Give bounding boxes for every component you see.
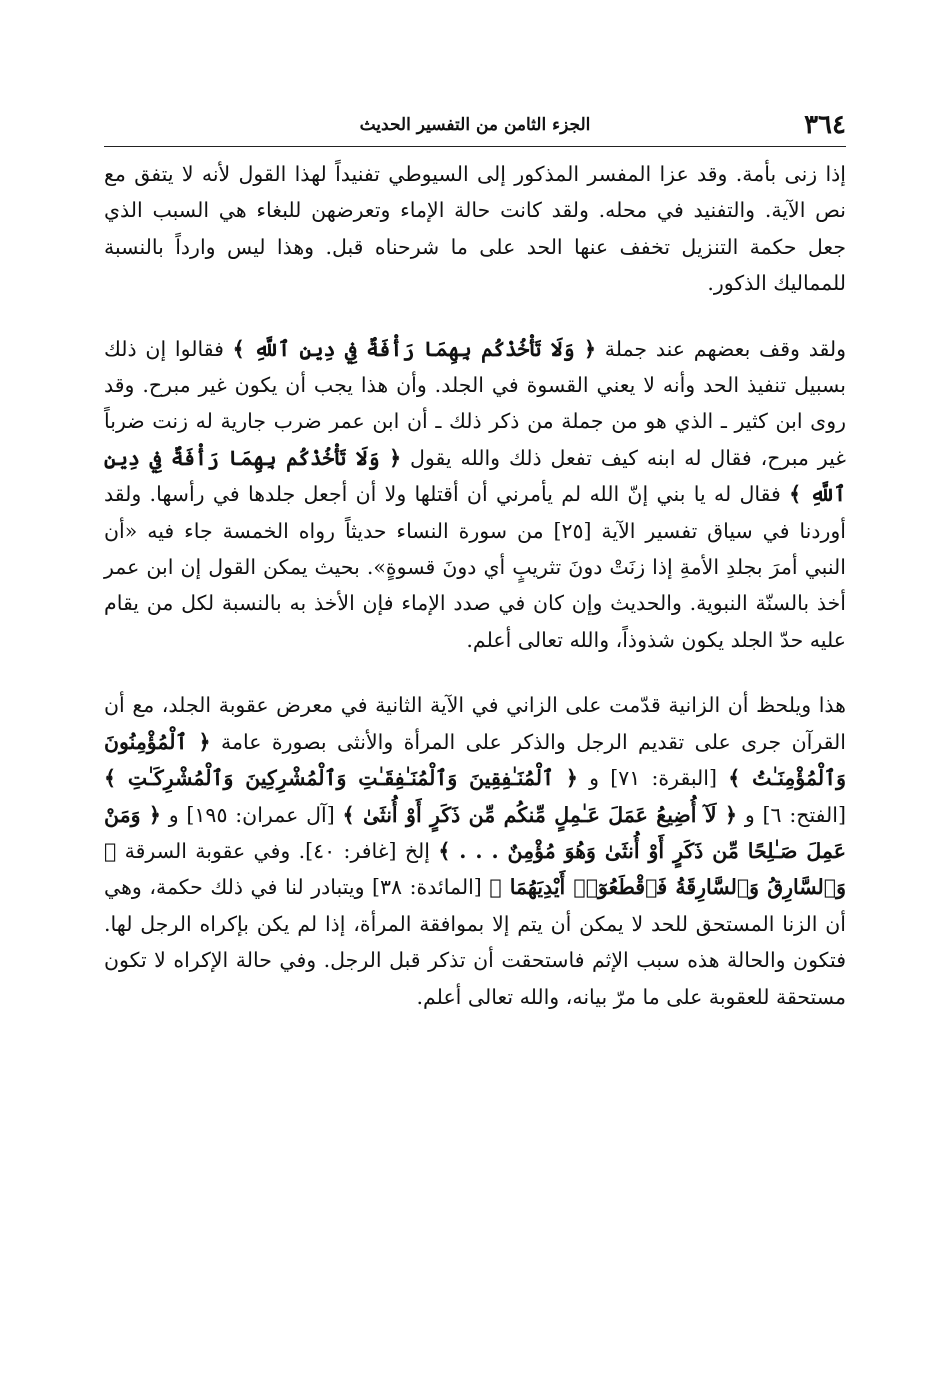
quran-verse: ﴿ وَلَا تَأْخُذْكُم بِهِمَا رَأْفَةٌ فِي دِينِ ٱللَّهِ ﴾ [232, 336, 597, 361]
quran-verse: ﴿ وَٱلسَّارِقُ وَٱلسَّارِقَةُ فَٱقْطَعُوٓا۟ أَيْدِيَهُمَا ﴾ [104, 838, 846, 900]
paragraph-3 [104, 687, 846, 1015]
text-segment: إذا زنى بأمة. وقد عزا المفسر المذكور إلى السيوطي تفنيداً لهذا القول لأنه لا يتفق مع نص الآية. والتفنيد في محله. ولقد كانت حالة الإماء وتعرضهن للبغاء هي السبب الذي جعل حكمة التنزيل تخفف عنها الحد على ما شرحناه قبل. وهذا ليس وارداً بالنسبة للمماليك الذكور. [104, 162, 846, 296]
text-segment: هذا ويلحظ أن الزانية قدّمت على الزاني في الآية الثانية في معرض عقوبة الجلد، مع أن القرآن جرى على تقديم الرجل والذكر على المرأة والأنثى بصورة عامة [104, 693, 846, 754]
quran-verse: ﴿ لَآ أُضِيعُ عَمَلَ عَـٰمِلٍ مِّنكُم مِّن ذَكَرٍ أَوْ أُنثَىٰ ﴾ [342, 802, 738, 827]
text-segment: إلخ [غافر: ٤٠]. وفي عقوبة السرقة [116, 838, 439, 863]
header-divider [104, 146, 846, 147]
text-segment: [البقرة: ٧١] و [577, 766, 729, 791]
text-segment: [الفتح: ٦] و [737, 802, 846, 827]
text-segment: فقالوا إن ذلك بسبيل تنفيذ الحد وأنه لا يعني القسوة في الجلد. وأن هذا يجب أن يكون غير مبرح. وقد روى ابن كثير ـ الذي هو من جملة من ذكر ذلك ـ أن ابن عمر ضرب جارية له زنت ضرباً غير مبرح، فقال له ابنه كيف تفعل ذلك والله يقول [104, 336, 846, 470]
paragraph-1 [104, 156, 846, 302]
page-number: ٣٦٤ [804, 110, 846, 140]
text-segment: ولقد وقف بعضهم عند جملة [596, 336, 846, 361]
page-header [104, 108, 846, 142]
body-text [104, 156, 846, 1015]
quran-verse: ﴿ ٱلْمُؤْمِنُونَ وَٱلْمُؤْمِنَـٰتُ ﴾ [104, 729, 846, 791]
paragraph-2 [104, 331, 846, 659]
text-segment: فقال له يا بني إنّ الله لم يأمرني أن أقتلها ولا أن أجعل جلدها في رأسها. ولقد أوردنا في سياق تفسير الآية [٢٥] من سورة النساء حديثاً رواه الخمسة جاء فيه «أن النبي أمرَ بجلدِ الأمةِ إذا زنَتْ دونَ تثريبٍ أي دونَ قسوةٍ». بحيث يمكن القول إن ابن عمر أخذ بالسنّة النبوية. والحديث وإن كان في صدد الإماء فإن الأخذ به بالنسبة لكل من يقام عليه حدّ الجلد يكون شذوذاً، والله تعالى أعلم. [104, 482, 846, 652]
quran-verse: ﴿ وَلَا تَأْخُذْكُم بِهِمَا رَأْفَةٌ فِي دِينِ ٱللَّهِ ﴾ [104, 445, 847, 507]
quran-verse: ﴿ ٱلْمُنَـٰفِقِينَ وَٱلْمُنَـٰفِقَـٰتِ وَٱلْمُشْرِكِينَ وَٱلْمُشْرِكَـٰتِ ﴾ [104, 766, 578, 791]
running-title: الجزء الثامن من التفسير الحديث [359, 115, 591, 135]
text-segment: [المائدة: ٣٨] ويتبادر لنا في ذلك حكمة، وهي أن الزنا المستحق للحد لا يمكن أن يتم إلا بموافقة المرأة، إذا لم يكن بإكراه الرجل لها. فتكون والحالة هذه سبب الإثم فاستحقت أن تذكر قبل الرجل. وفي حالة الإكراه لا تكون مستحقة للعقوبة على ما مرّ بيانه، والله تعالى أعلم. [104, 875, 846, 1009]
quran-verse: ﴿ وَمَنْ عَمِلَ صَـٰلِحًا مِّن ذَكَرٍ أَوْ أُنثَىٰ وَهُوَ مُؤْمِنٌ . . . ﴾ [104, 802, 846, 863]
text-segment: [آل عمران: ١٩٥] و [160, 802, 343, 827]
